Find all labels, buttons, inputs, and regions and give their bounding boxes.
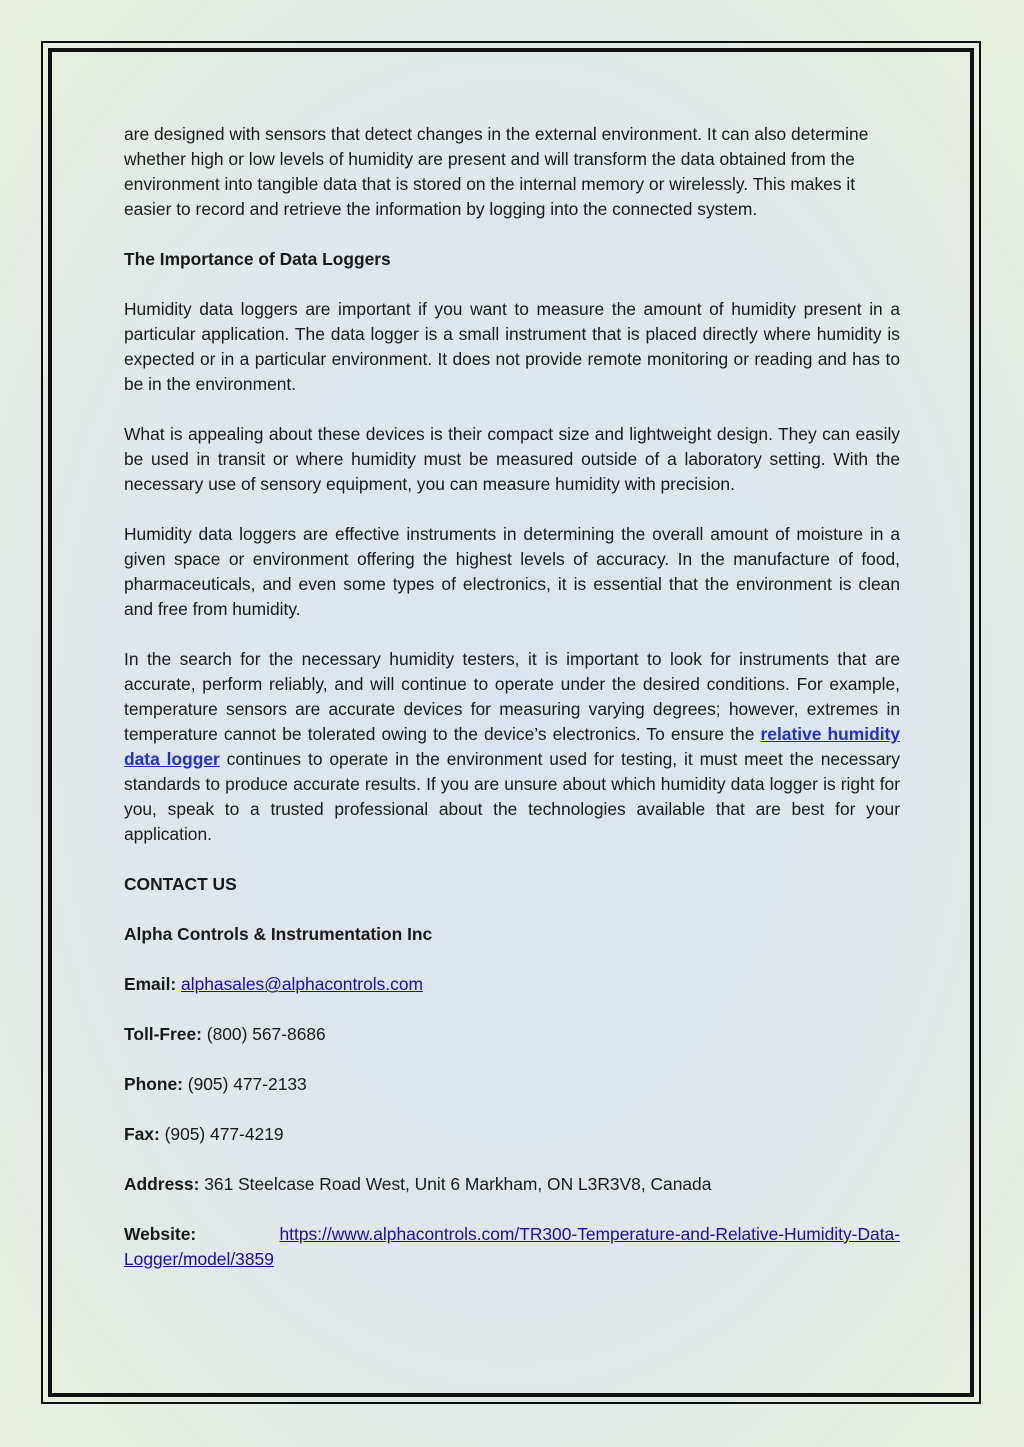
address-value: 361 Steelcase Road West, Unit 6 Markham, ON L3R3V8, Canada [204, 1174, 712, 1194]
contact-heading: CONTACT US [124, 874, 237, 894]
website-line [124, 1222, 900, 1272]
phone-value: (905) 477-2133 [187, 1074, 307, 1094]
paragraph-effectiveness: Humidity data loggers are effective instruments in determining the overall amount of moisture in a given space or environment offering the highest levels of accuracy. In the manufacture of food, pharmaceuticals, and even some types of electronics, it is essential that the environment is clean and free from humidity. [124, 524, 900, 619]
relative-humidity-data-logger-link[interactable]: relative humidity data logger [124, 724, 901, 769]
tollfree-line [124, 1022, 900, 1047]
email-line [124, 972, 900, 997]
document-body [124, 122, 900, 1297]
fax-label: Fax: [124, 1124, 160, 1144]
phone-label: Phone: [124, 1074, 183, 1094]
email-link[interactable]: alphasales@alphacontrols.com [181, 974, 423, 994]
paragraph-search [124, 647, 900, 847]
phone-line [124, 1072, 900, 1097]
paragraph-search-text-before: In the search for the necessary humidity testers, it is important to look for instruments that are accurate, perform reliably, and will continue to operate under the desired conditions. For example, temperature sensors are accurate devices for measuring varying degrees; however, extremes in temperature cannot be tolerated owing to the device’s electronics. To ensure the [124, 649, 900, 744]
website-label: Website: [124, 1224, 197, 1244]
tollfree-value: (800) 567-8686 [206, 1024, 326, 1044]
fax-value: (905) 477-4219 [164, 1124, 284, 1144]
paragraph-importance: Humidity data loggers are important if you want to measure the amount of humidity present in a particular application. The data logger is a small instrument that is placed directly where humidity is expected or in a particular environment. It does not provide remote monitoring or reading and has to be in the environment. [124, 299, 900, 394]
section-heading: The Importance of Data Loggers [124, 249, 391, 269]
tollfree-label: Toll-Free: [124, 1024, 202, 1044]
intro-paragraph: are designed with sensors that detect changes in the external environment. It can also determine whether high or low levels of humidity are present and will transform the data obtained from the environment into tangible data that is stored on the internal memory or wirelessly. This makes it easier to record and retrieve the information by logging into the connected system. [124, 124, 869, 219]
email-label: Email: [124, 974, 177, 994]
fax-line [124, 1122, 900, 1147]
address-line [124, 1172, 900, 1197]
website-link[interactable]: https://www.alphacontrols.com/TR300-Temperature-and-Relative-Humidity-Data-Logger/model/3859 [124, 1224, 900, 1269]
company-name: Alpha Controls & Instrumentation Inc [124, 924, 433, 944]
paragraph-appeal: What is appealing about these devices is their compact size and lightweight design. They can easily be used in transit or where humidity must be measured outside of a laboratory setting. With the necessary use of sensory equipment, you can measure humidity with precision. [124, 424, 900, 494]
paragraph-search-text-after: continues to operate in the environment used for testing, it must meet the necessary standards to produce accurate results. If you are unsure about which humidity data logger is right for you, speak to a trusted professional about the technologies available that are best for your application. [124, 749, 900, 844]
address-label: Address: [124, 1174, 200, 1194]
